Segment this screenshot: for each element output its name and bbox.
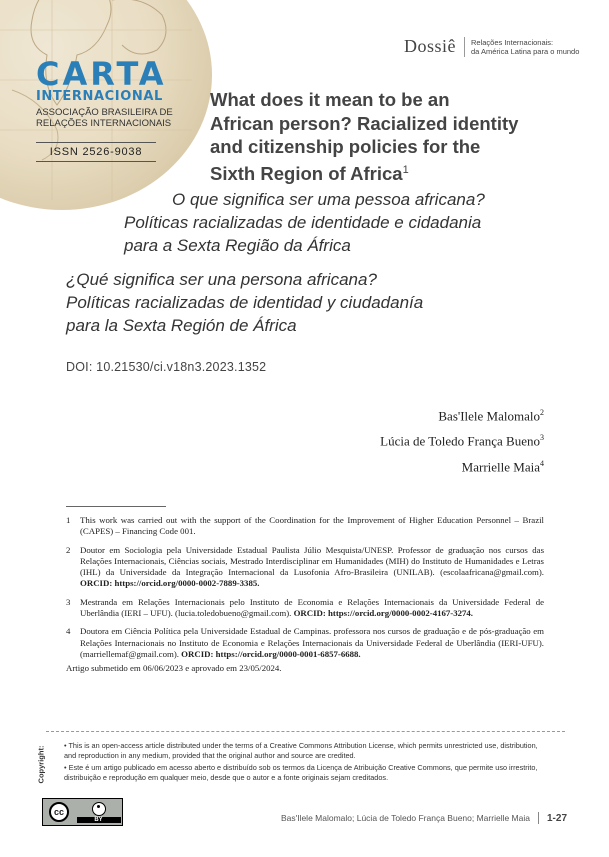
- author-list: [380, 402, 544, 478]
- footnote-item: [66, 626, 544, 660]
- orcid-label: ORCID:: [80, 578, 113, 589]
- title-en-line-4: Sixth Region of Africa: [210, 162, 403, 184]
- footnote-item: [66, 515, 544, 538]
- cc-by-badge[interactable]: [42, 798, 123, 826]
- footer-divider: [538, 812, 539, 824]
- footnote-body: Doutor em Sociologia pela Universidade Estadual Paulista Júlio Mesquista/UNESP. Professor de graduação nos cursos das Relações Internacionais, Ciências sociais, Mestrado Interdisciplinar em Humanidades (MIH) do Instituto de Humanidades e Letras (IHL) da Universidade da Integração Internacional da Lusofonia Afro-Brasileira (UNILAB). (escolaafricana@gmail.com).: [80, 544, 544, 578]
- author-item: [380, 427, 544, 452]
- footnotes: [66, 515, 544, 675]
- footnote-divider: [66, 506, 166, 507]
- footnote-number: 3: [66, 596, 71, 607]
- author-name: Marrielle Maia: [461, 458, 540, 474]
- license-text: [64, 741, 544, 785]
- footer-authors: Bas'Ilele Malomalo; Lúcia de Toledo França Bueno; Marrielle Maia: [280, 813, 530, 823]
- footnote-text: [80, 626, 544, 660]
- license-portuguese: • Este é um artigo publicado em acesso aberto e distribuído sob os termos da Licença de Atribuição Creative Commons, que permite uso irrestrito, distribuição e reprodução em qualquer meio, desde que o autor e a fonte originais sejam creditados.: [64, 763, 538, 782]
- title-pt-line-1: O que significa ser uma pessoa africana?: [172, 190, 485, 209]
- orcid-label: ORCID:: [293, 608, 326, 619]
- logo-internacional: INTERNACIONAL: [36, 89, 163, 104]
- footnote-item: [66, 545, 544, 590]
- dossie-header: [404, 36, 579, 57]
- license-english: • This is an open-access article distributed under the terms of a Creative Commons Attribution License, which permits unrestricted use, distribution, and reproduction in any medium, provided that the original author and source are credited.: [64, 741, 538, 760]
- title-en-line-1: What does it mean to be an: [210, 89, 450, 110]
- cc-badge-right: [75, 799, 122, 825]
- footnote-text: [80, 545, 544, 590]
- dossie-divider: [464, 37, 465, 57]
- title-footnote-mark[interactable]: 1: [402, 163, 409, 176]
- footnote-text: [80, 515, 544, 538]
- title-english: [210, 88, 560, 185]
- cc-badge-left: [43, 799, 75, 825]
- title-pt-line-2: Políticas racializadas de identidade e cidadania: [124, 213, 482, 232]
- orcid-link[interactable]: https://orcid.org/0000-0001-6857-6688.: [215, 648, 361, 659]
- issn: ISSN 2526-9038: [36, 142, 156, 162]
- footnote-item: [66, 597, 544, 620]
- footnote-number: 4: [66, 626, 71, 637]
- title-en-line-3: and citizenship policies for the: [210, 136, 481, 157]
- author-name: Bas'Ilele Malomalo: [438, 408, 540, 424]
- attribution-person-icon: [92, 802, 106, 816]
- dossie-subtitle-line-2: da América Latina para o mundo: [471, 46, 580, 56]
- author-footnote-mark[interactable]: 3: [540, 433, 544, 443]
- orcid-link[interactable]: https://orcid.org/0000-0002-4167-3274.: [328, 608, 474, 619]
- doi-link[interactable]: DOI: 10.21530/ci.v18n3.2023.1352: [66, 360, 267, 374]
- author-item: [380, 402, 544, 427]
- association-line-1: ASSOCIAÇÃO BRASILEIRA DE: [36, 107, 173, 118]
- page-footer: [281, 812, 567, 824]
- page-number: 1-27: [546, 812, 567, 824]
- dossie-subtitle: [471, 38, 579, 56]
- orcid-label: ORCID:: [181, 648, 214, 659]
- association-line-2: RELAÇÕES INTERNACIONAIS: [36, 117, 172, 129]
- title-es-line-3: para la Sexta Región de África: [66, 316, 297, 335]
- title-pt-line-3: para a Sexta Região da África: [124, 236, 351, 255]
- author-footnote-mark[interactable]: 4: [540, 458, 544, 468]
- footnote-body: Doutora em Ciência Política pela Universidade Estadual de Campinas. professora nos cursos de graduação e de pós-graduação em Relações Internacionais no Instituto de Economia e Relações Internacionais da Universidade Federal de Uberlândia (IERI-UFU). (marriellemaf@gmail.com).: [80, 626, 544, 659]
- title-es-line-1: ¿Qué significa ser una persona africana?: [66, 270, 377, 289]
- copyright-label: [36, 740, 54, 792]
- license-divider: [46, 731, 565, 732]
- logo-carta: CARTA: [36, 55, 167, 93]
- dossie-subtitle-line-1: Relações Internacionais:: [471, 37, 554, 47]
- footnote-body: This work was carried out with the support of the Coordination for the Improvement of Higher Education Personnel – Brazil (CAPES) – Financing Code 001.: [80, 515, 544, 537]
- author-item: [380, 453, 544, 478]
- journal-logo: [36, 55, 173, 129]
- dossie-label: Dossiê: [404, 36, 456, 56]
- footnote-body: Mestranda em Relações Internacionais pelo Instituto de Economia e Relações Internacionais da Universidade Federal de Uberlândia (IERI – UFU). (lucia.toledobueno@gmail.com).: [80, 596, 544, 619]
- title-en-line-2: African person? Racialized identity: [210, 112, 519, 134]
- author-name: Lúcia de Toledo França Bueno: [380, 433, 540, 449]
- title-spanish: [66, 268, 546, 337]
- orcid-link[interactable]: https://orcid.org/0000-0002-7889-3385.: [114, 578, 260, 589]
- association-name: [36, 108, 173, 129]
- copyright-text: Copyright:: [36, 745, 46, 784]
- footnote-number: 1: [66, 515, 71, 525]
- footnote-text: [80, 597, 544, 620]
- submission-dates: Artigo submetido em 06/06/2023 e aprovado em 23/05/2024.: [66, 663, 282, 674]
- cc-by-label: BY: [77, 817, 121, 823]
- title-portuguese: [124, 188, 564, 257]
- author-footnote-mark[interactable]: 2: [540, 408, 544, 417]
- footnote-number: 2: [66, 544, 71, 555]
- title-es-line-2: Políticas racializadas de identidad y ciudadanía: [66, 293, 424, 312]
- cc-icon: cc: [49, 802, 69, 822]
